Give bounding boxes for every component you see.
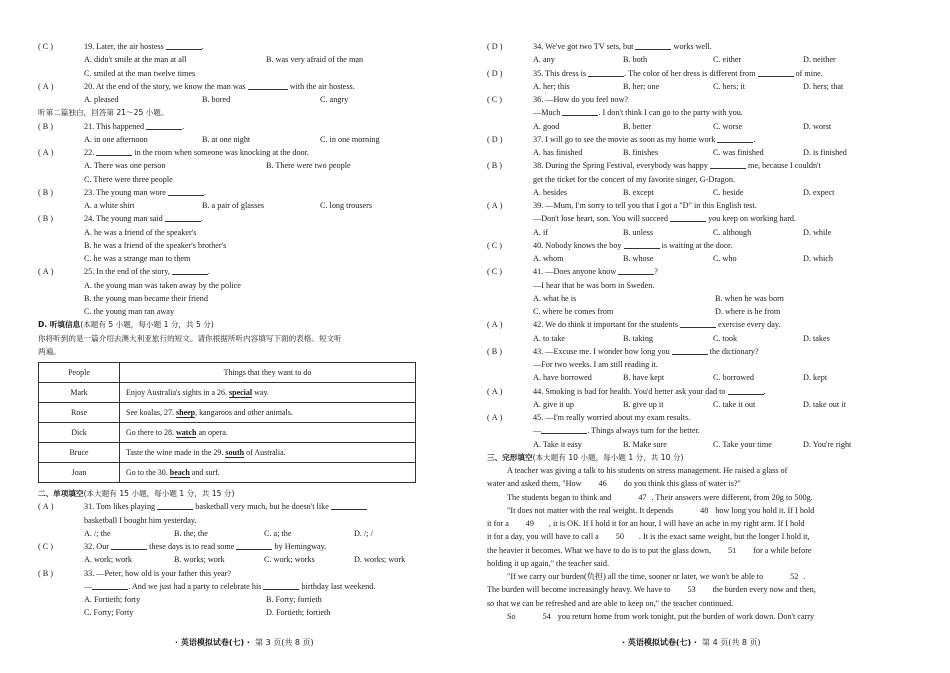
answer-blank[interactable] [710,159,746,169]
cloze-blank-50[interactable]: 50 [601,530,639,543]
answer-blank[interactable] [670,212,706,222]
question-32: ( C ) 32. Our these days is to read some by Hemingway. [38,542,327,551]
question-36-options: A. good B. better C. worse D. worst [533,121,832,131]
answer-blank[interactable] [157,500,193,510]
question-38-options: A. besides B. except C. beside D. expect [533,187,835,197]
section-d-desc-1: 你将听到的是一篇介绍去澳大利亚旅行的短文。请你根据所听内容填写下面的表格。短文听 [38,333,342,343]
question-41-options-cd: C. where he comes from D. where is he from [533,307,781,316]
question-40-options: A. whom B. whose C. who D. which [533,254,834,263]
section-3-heading: 三、完形填空(本大题有 10 小题，每小题 1 分，共 10 分) [487,452,684,462]
cloze-blank-52[interactable]: 52 [765,570,803,583]
filled-answer[interactable]: beach [169,467,190,477]
question-39-line-2: —Don't lose heart, son. You will succeed you keep on working hard. [533,214,797,224]
passage-line: "It does not matter with the real weight. It depends 48 how long you hold it. If I hold [487,504,917,517]
question-44: ( A ) 44. Smoking is bad for health. You'd better ask your dad to . [487,386,766,396]
question-41-options-ab: A. what he is B. when he was born [533,293,784,303]
table-row: Joan Go to the 30. beach and surf. [39,463,416,483]
question-24-option-a: A. he was a friend of the speaker's [84,227,197,237]
answer-blank[interactable] [624,239,660,249]
listening-table [38,362,416,483]
question-35: ( D ) 35. This dress is . The color of her dress is different from of mine. [487,68,823,78]
cloze-blank-48[interactable]: 48 [675,504,713,517]
table-row: Dick Go there to 28. watch an opera. [39,423,416,443]
section-2-heading: 二、单项填空(本大题有 15 小题，每小题 1 分，共 15 分) [38,489,235,498]
table-header-people: People [39,363,120,383]
question-24-option-b: B. he was a friend of the speaker's brother's [84,240,227,250]
question-35-options: A. her; this B. her; one C. hers; it D. hers; that [533,81,844,91]
question-45-line-2: — . Things always turn for the better. [533,426,700,436]
answer-blank[interactable] [331,500,367,510]
answer-blank[interactable] [680,318,716,328]
answer-blank[interactable] [263,580,299,590]
question-25-option-b: B. the young man became their friend [84,293,208,303]
right-page [487,40,917,623]
question-33-options-ab: A. Fortieth; forty B. Forty; fortieth [84,595,322,604]
question-41-line-2: —I hear that he was born in Sweden. [533,280,655,290]
answer-blank[interactable] [168,186,204,196]
answer-blank[interactable] [165,212,201,222]
footer-page-4: · 英语模拟试卷(七) · 第 4 页(共 8 页) [622,638,761,647]
answer-blank[interactable] [588,67,624,77]
question-31-line-2: basketball I bought him yesterday. [84,515,197,525]
answer-blank[interactable] [111,540,147,550]
question-19: ( C ) 19. Later, the air hostess . [38,42,204,51]
passage-line: water and asked them, "How 46 do you think this glass of water is?" [487,477,917,490]
filled-answer[interactable]: south [225,447,245,457]
question-41: ( C ) 41. —Does anyone know ? [487,267,658,277]
answer-blank[interactable] [92,580,128,590]
passage-line: the heavier it becomes. What we have to do is to put the glass down, 51 for a while before [487,544,917,557]
question-19-option-c: C. smiled at the man twelve times [84,68,196,78]
passage-line: so that we can be refreshed and are able to keep on," the teacher continued. [487,598,734,608]
question-40: ( C ) 40. Nobody knows the boy is waiting at the door. [487,240,733,250]
question-43-options: A. have borrowed B. have kept C. borrowed D. kept [533,373,828,383]
question-36: ( C ) 36. —How do you feel now? [487,95,629,104]
question-45-options: A. Take it easy B. Make sure C. Take your time D. You're right [533,439,852,449]
question-19-options: A. didn't smile at the man at all B. was very afraid of the man [84,55,364,65]
answer-blank[interactable] [166,40,202,50]
question-36-line-2: —Much . I don't think I can go to the party with you. [533,108,743,118]
question-33: ( B ) 33. —Peter, how old is your father this year? [38,568,232,578]
footer-page-3: · 英语模拟试卷(七) · 第 3 页(共 8 页) [175,638,314,647]
question-37: ( D ) 37. I will go to see the movie as soon as my home work . [487,134,756,144]
passage-line: The students began to think and 47 . Their answers were different, from 20g to 500g. [487,491,917,504]
question-31: ( A ) 31. Tom likes playing basketball very much, but he doesn't like [38,500,468,513]
question-21: ( B ) 21. This happened . [38,121,185,131]
table-row: Mark Enjoy Australia's sights in a 26. special way. [39,383,416,403]
answer-blank[interactable] [635,40,671,50]
question-22: ( A ) 22. in the room when someone was knocking at the door. [38,148,309,157]
answer-blank[interactable] [717,133,753,143]
left-page [38,40,468,620]
question-25-option-a: A. the young man was taken away by the police [84,280,241,290]
answer-blank[interactable] [562,106,598,116]
question-23-options: A. a white shirt B. a pair of glasses C. long trousers [84,201,373,210]
question-39: ( A ) 39. —Mum, I'm sorry to tell you that I got a "D" in this English test. [487,201,757,210]
question-33-line-2: — . And we just had a party to celebrate his birthday last weekend. [84,581,376,591]
filled-answer[interactable]: watch [176,427,197,437]
part2-intro: 听第二篇独白，回答第 21～25 小题。 [38,108,169,118]
table-row: Bruce Taste the wine made in the 29. south of Australia. [39,443,416,463]
question-32-options: A. work; work B. works; work C. work; works D. works; work [84,555,406,565]
filled-answer[interactable]: sheep [176,407,196,417]
question-20: ( A ) 20. At the end of the story, we know the man was with the air hostess. [38,81,355,91]
question-21-options: A. in one afternoon B. at one night C. in one morning [84,134,380,144]
cloze-blank-51[interactable]: 51 [713,544,751,557]
passage-line: So 54 you return home from work tonight, put the burden of work down. Don't carry [487,610,917,623]
table-row: Rose See koalas, 27. sheep, kangaroos and other animals. [39,403,416,423]
question-37-options: A. has finished B. finishes C. was finished D. is finished [533,148,847,157]
passage-line: A teacher was giving a talk to his students on stress management. He raised a glass of [507,466,788,475]
question-25: ( A ) 25. In the end of the story, . [38,267,210,277]
answer-blank[interactable] [672,345,708,355]
answer-blank[interactable] [541,424,587,434]
question-34: ( D ) 34. We've got two TV sets, but works well. [487,42,712,51]
question-43-line-2: —For two weeks. I am still reading it. [533,360,658,369]
table-header-things: Things that they want to do [120,363,416,383]
passage-line: The burden will become increasingly heavy. We have to 53 the burden every now and then, [487,583,917,596]
passage-line: it for a day, you will have to call a 50 . It is the exact same weight, but the longer I hold it, [487,530,917,543]
question-34-options: A. any B. both C. either D. neither [533,55,836,65]
answer-blank[interactable] [728,385,764,395]
question-22-option-c: C. There were three people [84,174,173,184]
question-42-options: A. to take B. taking C. took D. takes [533,333,830,343]
cloze-blank-47[interactable]: 47 [613,491,651,504]
question-25-option-c: C. the young man ran away [84,307,175,316]
cloze-blank-54[interactable]: 54 [518,610,556,623]
question-20-options: A. pleased B. bored C. angry [84,95,349,104]
filled-answer[interactable]: special [229,387,253,397]
passage-line: it for a 49 , it is OK. If I hold it for an hour, I will have an ache in my right arm. If I hold [487,517,917,530]
answer-blank[interactable] [248,80,288,90]
question-33-options-cd: C. Forty; Forty D. Fortieth; fortieth [84,608,331,618]
answer-blank[interactable] [618,265,654,275]
answer-blank[interactable] [146,120,182,130]
section-d-desc-2: 两遍。 [38,346,61,356]
question-44-options: A. give it up B. give up it C. take it out D. take out it [533,399,846,409]
section-d-heading: D. 听填信息(本题有 5 小题，每小题 1 分，共 5 分) [38,320,214,330]
table-header-row [39,363,416,383]
passage-line: holding it up again," the teacher said. [487,558,610,568]
answer-blank[interactable] [172,265,208,275]
passage-line: "If we carry our burden(负担) all the time, sooner or later, we won't be able to 52 . [487,570,917,583]
question-39-options: A. if B. unless C. although D. while [533,227,832,237]
question-43: ( B ) 43. —Excuse me. I wonder how long you the dictionary? [487,346,759,356]
cloze-blank-49[interactable]: 49 [511,517,549,530]
cloze-blank-46[interactable]: 46 [584,477,622,490]
question-38-line-2: get the ticket for the concert of my favorite singer, G-Dragon. [533,174,736,184]
answer-blank[interactable] [758,67,794,77]
cloze-blank-53[interactable]: 53 [673,583,711,596]
question-24: ( B ) 24. The young man said . [38,214,203,224]
question-38: ( B ) 38. During the Spring Festival, everybody was happy me, because I couldn't [487,161,821,171]
question-23: ( B ) 23. The young man wore . [38,187,207,197]
question-42: ( A ) 42. We do think it important for the students exercise every day. [487,320,781,330]
answer-blank[interactable] [96,146,132,156]
question-24-option-c: C. he was a strange man to them [84,254,191,263]
question-22-options: A. There was one person B. There were two people [84,161,351,171]
question-31-options: A. /; the B. the; the C. a; the D. /; / [84,528,373,538]
answer-blank[interactable] [236,540,272,550]
question-45: ( A ) 45. —I'm really worried about my exam results. [487,413,691,422]
